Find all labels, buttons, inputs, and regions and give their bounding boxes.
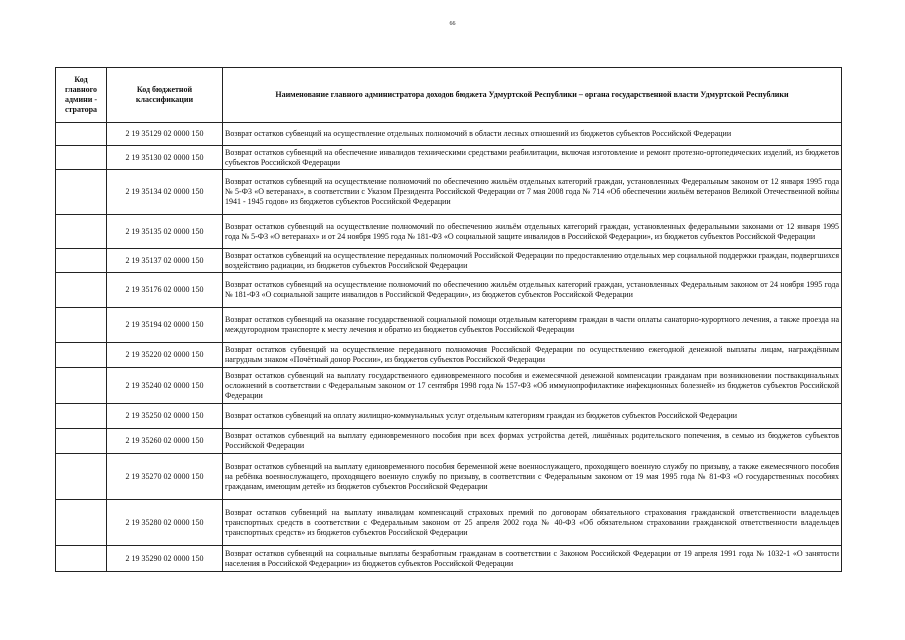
admin-code-cell (56, 215, 107, 249)
budget-code-cell: 2 19 35280 02 0000 150 (107, 500, 223, 546)
budget-code-cell: 2 19 35130 02 0000 150 (107, 146, 223, 170)
table-row (56, 273, 842, 308)
table-row (56, 454, 842, 500)
description-cell: Возврат остатков субвенций на выплату единовременного пособия беременной жене военнослужащего, проходящего военную службу по призыву, а также ежемесячного пособия на ребёнка военнослужащего, проходящего военную службу по призыву, в соответствии с Федеральным законом от 19 мая 1995 года № 81-ФЗ «О государственных пособиях гражданам, имеющим детей» из бюджетов субъектов Российской Федерации (223, 454, 842, 500)
description-cell: Возврат остатков субвенций на оплату жилищно-коммунальных услуг отдельным категориям граждан из бюджетов субъектов Российской Федерации (223, 404, 842, 429)
description-cell: Возврат остатков субвенций на выплату государственного единовременного пособия и ежемесячной денежной компенсации гражданам при возникновении поствакцинальных осложнений в соответствии с Федеральным законом от 17 сентября 1998 года № 157-ФЗ «Об иммунопрофилактике инфекционных болезней» из бюджетов субъектов Российской Федерации (223, 368, 842, 404)
header-admin-code: Код главного админи - стратора (56, 68, 107, 123)
budget-code-cell: 2 19 35290 02 0000 150 (107, 546, 223, 572)
description-cell: Возврат остатков субвенций на выплату единовременного пособия при всех формах устройства детей, лишённых родительского попечения, в семью из бюджетов субъектов Российской Федерации (223, 429, 842, 454)
admin-code-cell (56, 123, 107, 146)
description-cell: Возврат остатков субвенций на выплату инвалидам компенсаций страховых премий по договорам обязательного страхования гражданской ответственности владельцев транспортных средств в соответствии с Федеральным законом от 25 апреля 2002 года № 40-ФЗ «Об обязательном страховании гражданской ответственности владельцев транспортных средств» из бюджетов субъектов Российской Федерации (223, 500, 842, 546)
budget-code-cell: 2 19 35240 02 0000 150 (107, 368, 223, 404)
description-cell: Возврат остатков субвенций на осуществление переданного полномочия Российской Федерации по осуществлению ежегодной денежной выплаты лицам, награждённым нагрудным знаком «Почётный донор России», из бюджетов субъектов Российской Федерации (223, 343, 842, 368)
description-cell: Возврат остатков субвенций на осуществление полномочий по обеспечению жильём отдельных категорий граждан, установленных федеральными законами от 12 января 1995 года № 5-ФЗ «О ветеранах» и от 24 ноября 1995 года № 181-ФЗ «О социальной защите инвалидов в Российской Федерации», из бюджетов субъектов Российской Федерации (223, 215, 842, 249)
budget-code-cell: 2 19 35194 02 0000 150 (107, 308, 223, 343)
admin-code-cell (56, 454, 107, 500)
budget-code-cell: 2 19 35260 02 0000 150 (107, 429, 223, 454)
table-row (56, 249, 842, 273)
table-row (56, 343, 842, 368)
budget-code-cell: 2 19 35220 02 0000 150 (107, 343, 223, 368)
table-row (56, 308, 842, 343)
table-row (56, 215, 842, 249)
admin-code-cell (56, 273, 107, 308)
budget-classification-table (55, 67, 842, 572)
budget-code-cell: 2 19 35134 02 0000 150 (107, 170, 223, 215)
table-row (56, 146, 842, 170)
budget-code-cell: 2 19 35129 02 0000 150 (107, 123, 223, 146)
table-row (56, 429, 842, 454)
admin-code-cell (56, 146, 107, 170)
budget-code-cell: 2 19 35250 02 0000 150 (107, 404, 223, 429)
table-row (56, 404, 842, 429)
description-cell: Возврат остатков субвенций на осуществление полномочий по обеспечению жильём отдельных категорий граждан, установленных Федеральным законом от 12 января 1995 года № 5-ФЗ «О ветеранах», в соответствии с Указом Президента Российской Федерации от 7 мая 2008 года № 714 «Об обеспечении жильём ветеранов Великой Отечественной войны 1941 - 1945 годов» из бюджетов субъектов Российской Федерации (223, 170, 842, 215)
table-row (56, 368, 842, 404)
budget-code-cell: 2 19 35270 02 0000 150 (107, 454, 223, 500)
budget-code-cell: 2 19 35135 02 0000 150 (107, 215, 223, 249)
admin-code-cell (56, 546, 107, 572)
table-row (56, 546, 842, 572)
budget-code-cell: 2 19 35176 02 0000 150 (107, 273, 223, 308)
description-cell: Возврат остатков субвенций на оказание государственной социальной помощи отдельным категориям граждан в части оплаты санаторно-курортного лечения, а также проезда на междугородном транспорте к месту лечения и обратно из бюджетов субъектов Российской Федерации (223, 308, 842, 343)
admin-code-cell (56, 308, 107, 343)
header-budget-code: Код бюджетной классификации (107, 68, 223, 123)
admin-code-cell (56, 249, 107, 273)
table-row (56, 500, 842, 546)
admin-code-cell (56, 404, 107, 429)
description-cell: Возврат остатков субвенций на социальные выплаты безработным гражданам в соответствии с Законом Российской Федерации от 19 апреля 1991 года № 1032-1 «О занятости населения в Российской Федерации» из бюджетов субъектов Российской Федерации (223, 546, 842, 572)
budget-code-cell: 2 19 35137 02 0000 150 (107, 249, 223, 273)
table-row (56, 123, 842, 146)
admin-code-cell (56, 429, 107, 454)
page-number: 66 (449, 21, 456, 27)
description-cell: Возврат остатков субвенций на осуществление переданных полномочий Российской Федерации по предоставлению отдельных мер социальной поддержки граждан, подвергшихся воздействию радиации, из бюджетов субъектов Российской Федерации (223, 249, 842, 273)
admin-code-cell (56, 343, 107, 368)
admin-code-cell (56, 368, 107, 404)
description-cell: Возврат остатков субвенций на осуществление полномочий по обеспечению жильём отдельных категорий граждан, установленных Федеральным законом от 24 ноября 1995 года № 181-ФЗ «О социальной защите инвалидов в Российской Федерации», из бюджетов субъектов Российской Федерации (223, 273, 842, 308)
admin-code-cell (56, 170, 107, 215)
admin-code-cell (56, 500, 107, 546)
table-header-row (56, 68, 842, 123)
table-row (56, 170, 842, 215)
description-cell: Возврат остатков субвенций на обеспечение инвалидов техническими средствами реабилитации, включая изготовление и ремонт протезно-ортопедических изделий, из бюджетов субъектов Российской Федерации (223, 146, 842, 170)
description-cell: Возврат остатков субвенций на осуществление отдельных полномочий в области лесных отношений из бюджетов субъектов Российской Федерации (223, 123, 842, 146)
header-administrator-name: Наименование главного администратора доходов бюджета Удмуртской Республики – органа государственной власти Удмуртской Республики (223, 68, 842, 123)
